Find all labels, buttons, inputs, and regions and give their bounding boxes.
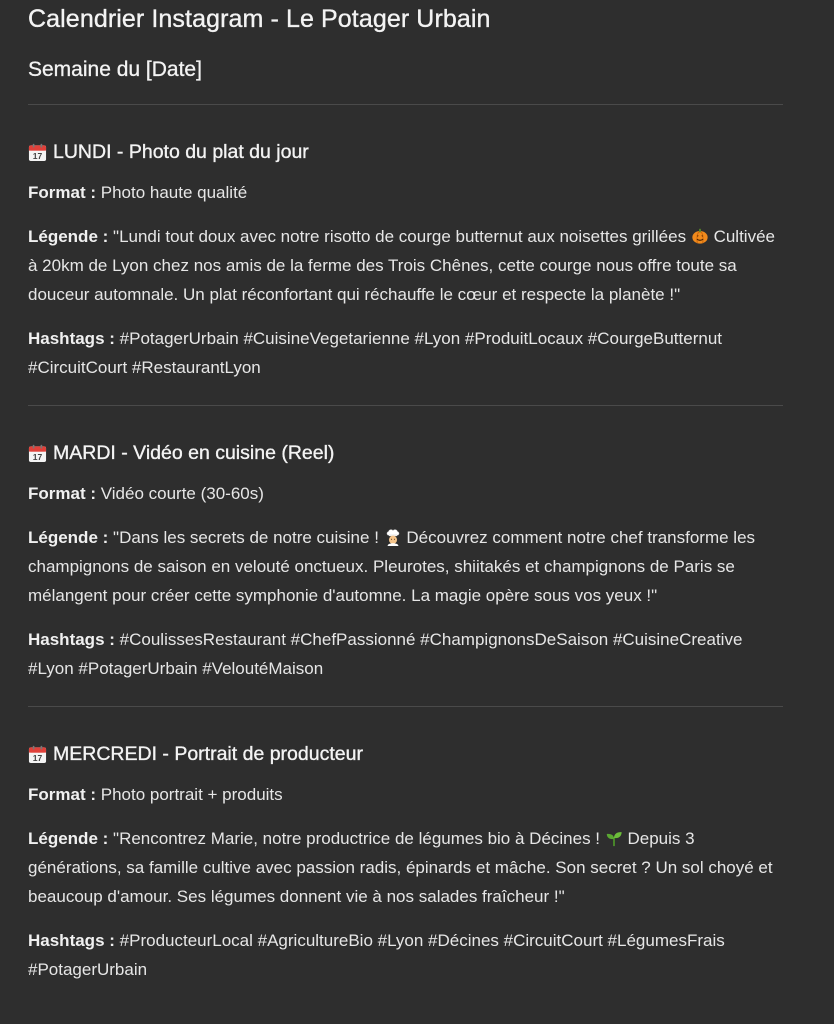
hashtags-label: Hashtags : <box>28 329 115 348</box>
legende-label: Légende : <box>28 227 109 246</box>
legende-text-b: Découvrez comment notre chef transforme les champignons de saison en velouté onctueux. Pleurotes, shiitakés et champignons de Paris se mélangent pour créer cette symphonie d'automne. La magie opère sous vos yeux !" <box>28 528 756 605</box>
svg-text:17: 17 <box>32 451 43 462</box>
format-label: Format : <box>28 484 96 503</box>
hashtags-value: #PotagerUrbain #CuisineVegetarienne #Lyon #ProduitLocaux #CourgeButternut #CircuitCourt #RestaurantLyon <box>28 329 722 377</box>
day-heading <box>28 741 783 767</box>
page-title: Calendrier Instagram - Le Potager Urbain <box>28 5 491 33</box>
day-section-mardi <box>28 406 783 683</box>
day-heading-text: MARDI - Vidéo en cuisine (Reel) <box>53 442 335 464</box>
day-heading <box>28 440 783 466</box>
hashtags-line <box>28 324 783 382</box>
hashtags-label: Hashtags : <box>28 630 115 649</box>
hashtags-line <box>28 926 783 984</box>
legende-text-b: Depuis 3 générations, sa famille cultive avec passion radis, épinards et mâche. Son secret ? Un sol choyé et beaucoup d'amour. Ses légumes donnent vie à nos salades fraîcheur !" <box>28 829 773 906</box>
chef-icon <box>384 528 402 546</box>
format-label: Format : <box>28 785 96 804</box>
svg-text:17: 17 <box>32 752 43 763</box>
format-line <box>28 780 783 809</box>
legende-label: Légende : <box>28 528 109 547</box>
calendar-icon <box>28 444 47 463</box>
day-heading <box>28 139 783 165</box>
format-value: Vidéo courte (30-60s) <box>100 484 264 503</box>
day-section-lundi <box>28 105 783 382</box>
hashtags-label: Hashtags : <box>28 931 115 950</box>
seedling-icon <box>605 829 623 847</box>
legende-text-a: "Rencontrez Marie, notre productrice de légumes bio à Décines ! <box>113 829 601 848</box>
legende-text-b: Cultivée à 20km de Lyon chez nos amis de la ferme des Trois Chênes, cette courge nous offre toute sa douceur automnale. Un plat réconfortant qui réchauffe le cœur et respecte la planète !" <box>28 227 775 304</box>
format-line <box>28 178 783 207</box>
hashtags-value: #ProducteurLocal #AgricultureBio #Lyon #Décines #CircuitCourt #LégumesFrais #PotagerUrbain <box>28 931 725 979</box>
legende-line <box>28 824 783 911</box>
format-label: Format : <box>28 183 96 202</box>
format-line <box>28 479 783 508</box>
legende-line <box>28 222 783 309</box>
week-heading: Semaine du [Date] <box>28 58 202 81</box>
legende-line <box>28 523 783 610</box>
calendar-icon <box>28 745 47 764</box>
calendar-icon <box>28 143 47 162</box>
format-value: Photo haute qualité <box>100 183 248 202</box>
format-value: Photo portrait + produits <box>100 785 283 804</box>
legende-text-a: "Dans les secrets de notre cuisine ! <box>113 528 379 547</box>
pumpkin-icon <box>691 227 709 245</box>
hashtags-line <box>28 625 783 683</box>
legende-text-a: "Lundi tout doux avec notre risotto de courge butternut aux noisettes grillées <box>113 227 687 246</box>
day-section-mercredi <box>28 707 783 984</box>
hashtags-value: #CoulissesRestaurant #ChefPassionné #ChampignonsDeSaison #CuisineCreative #Lyon #PotagerUrbain #VeloutéMaison <box>28 630 743 678</box>
legende-label: Légende : <box>28 829 109 848</box>
day-heading-text: MERCREDI - Portrait de producteur <box>53 743 363 765</box>
svg-text:17: 17 <box>32 150 43 161</box>
day-heading-text: LUNDI - Photo du plat du jour <box>53 141 309 163</box>
